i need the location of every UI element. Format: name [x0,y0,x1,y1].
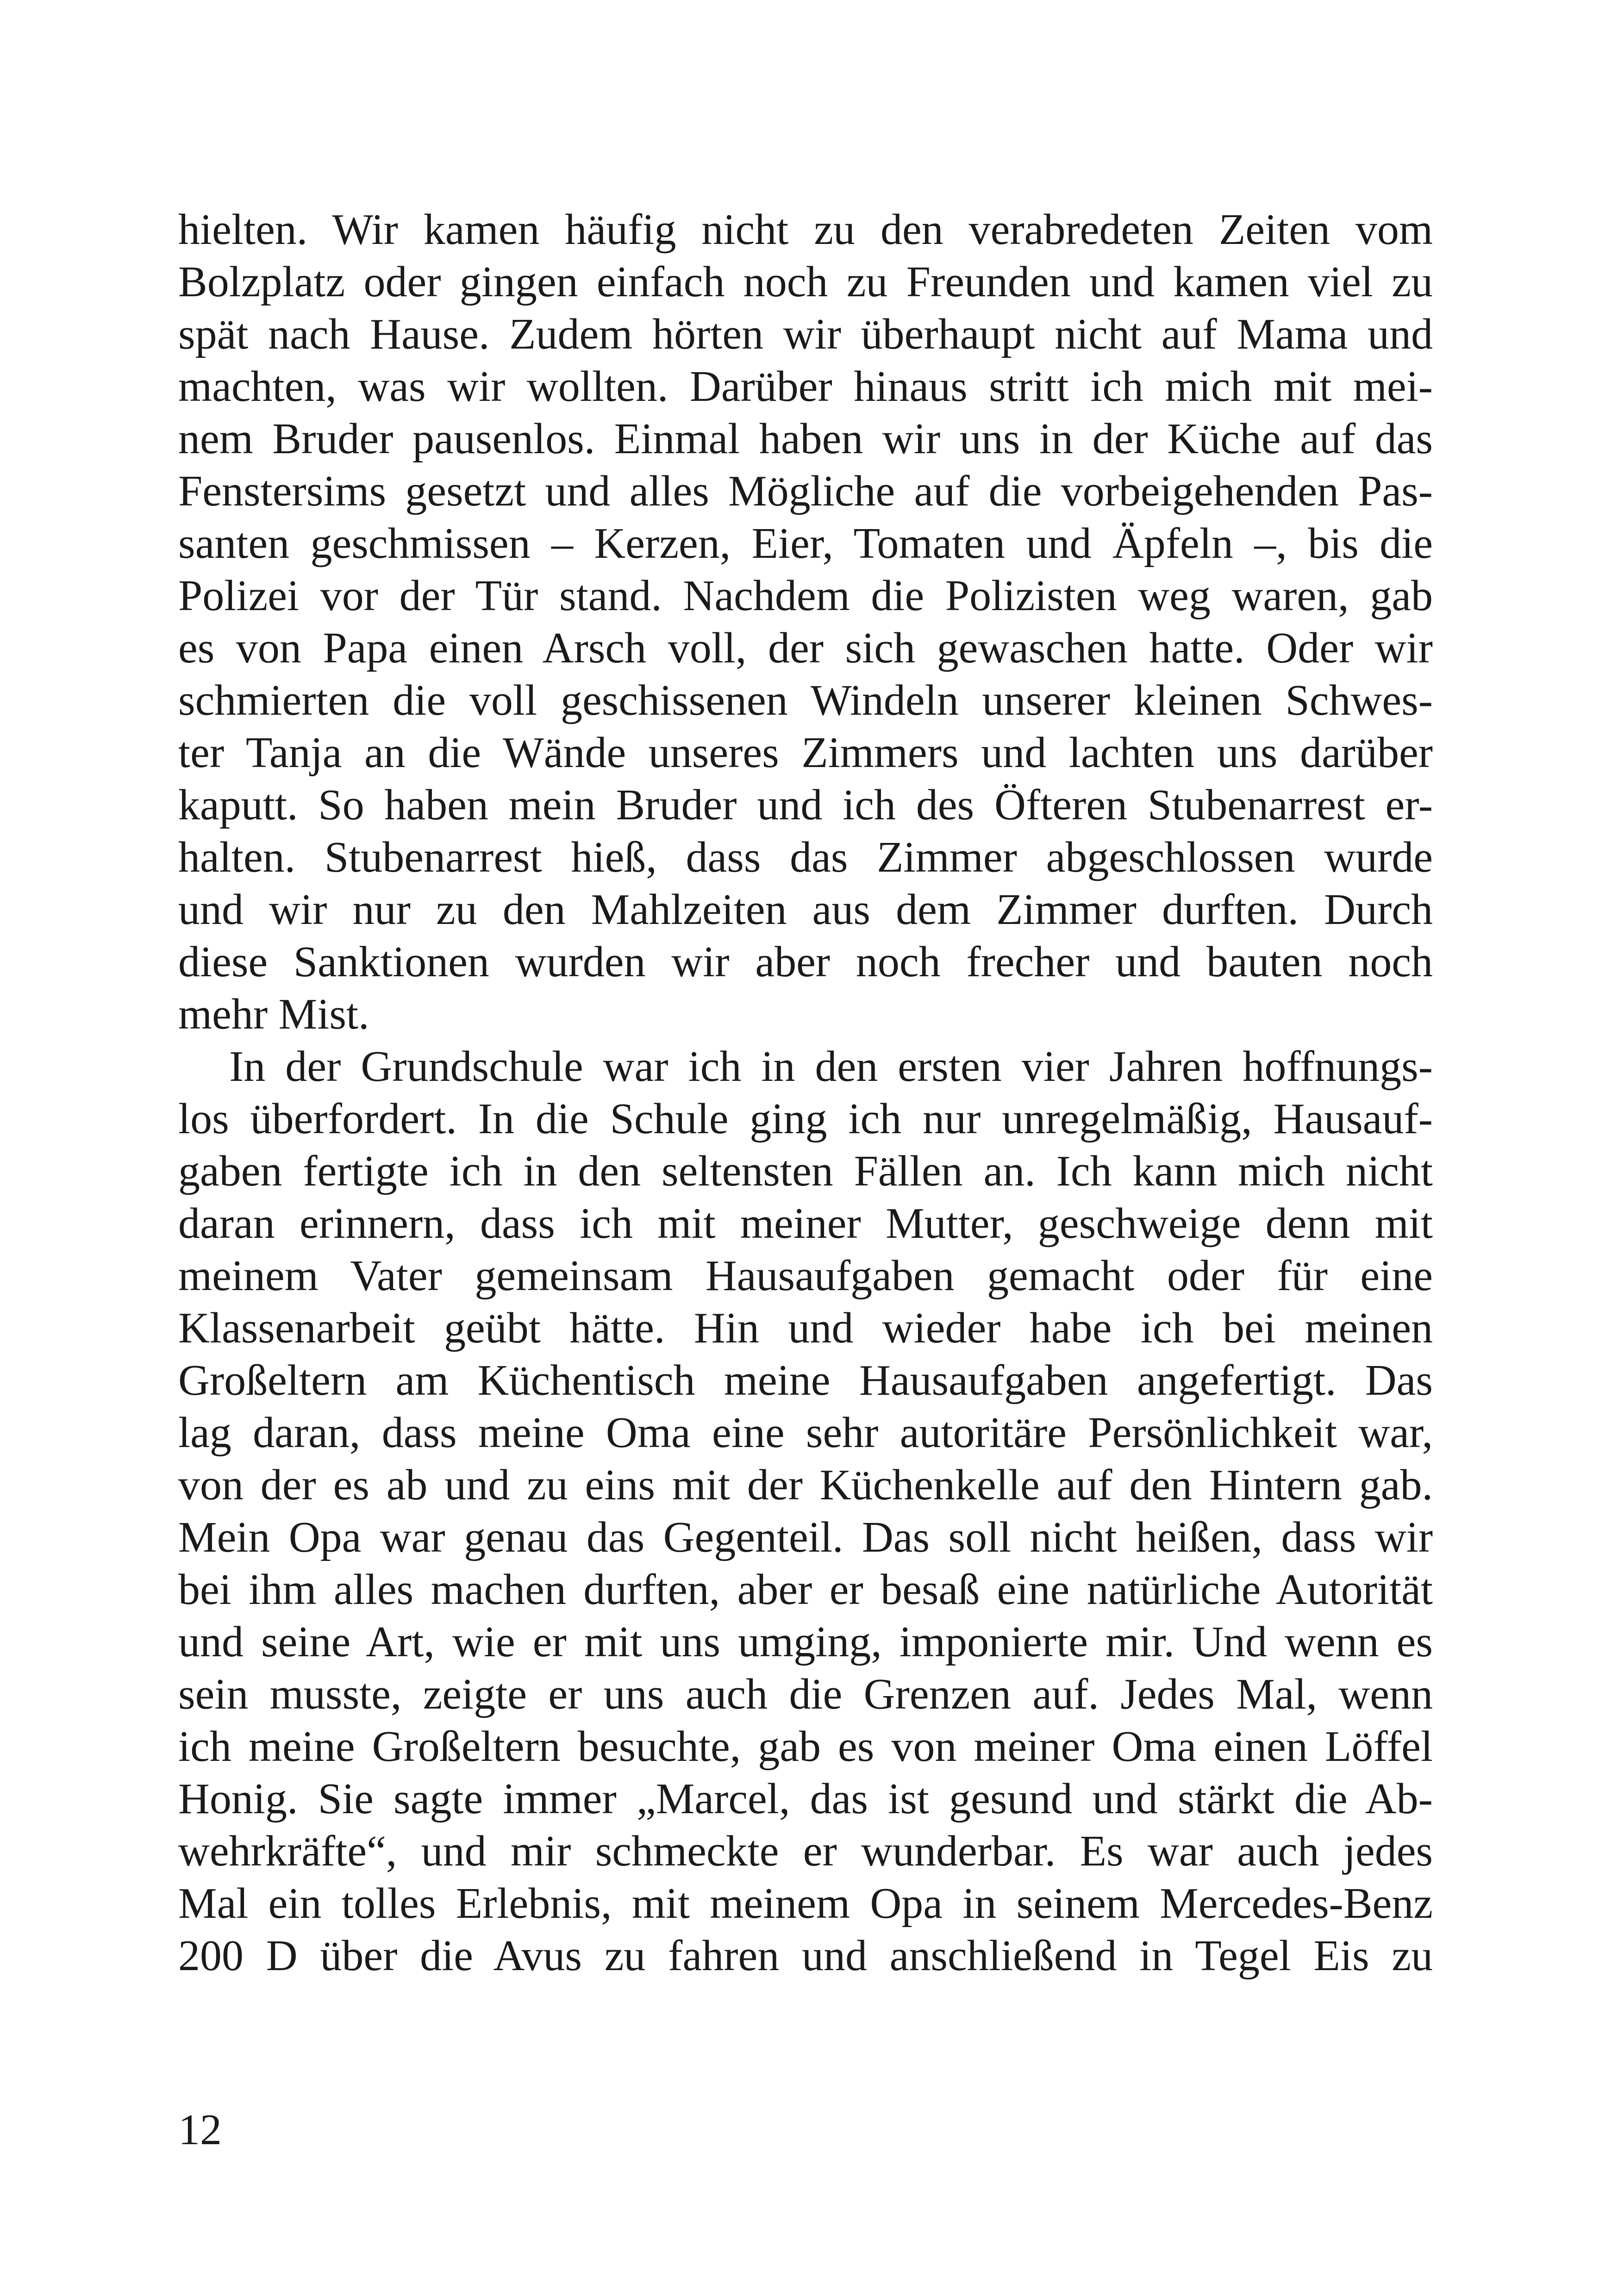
text-line: daran erinnern, dass ich mit meiner Mutter, geschweige denn mit [178,1199,1433,1248]
page-number: 12 [178,2106,222,2154]
text-line: Klassenarbeit geübt hätte. Hin und wieder habe ich bei meinen [178,1304,1433,1352]
text-line: Mal ein tolles Erlebnis, mit meinem Opa in seinem Mercedes-Benz [178,1879,1433,1928]
text-line: von der es ab und zu eins mit der Küchenkelle auf den Hintern gab. [178,1461,1433,1509]
text-line: 200 D über die Avus zu fahren und anschließend in Tegel Eis zu [178,1932,1433,1980]
text-line: santen geschmissen – Kerzen, Eier, Tomaten und Äpfeln –, bis die [178,519,1433,568]
text-line: hielten. Wir kamen häufig nicht zu den verabredeten Zeiten vom [178,206,1433,254]
text-line: es von Papa einen Arsch voll, der sich gewaschen hatte. Oder wir [178,624,1433,672]
text-line: mehr Mist. [178,990,369,1038]
text-line: meinem Vater gemeinsam Hausaufgaben gemacht oder für eine [178,1252,1433,1300]
text-line: Bolzplatz oder gingen einfach noch zu Freunden und kamen viel zu [178,258,1433,306]
paragraph [178,204,1433,1041]
text-line: gaben fertigte ich in den seltensten Fällen an. Ich kann mich nicht [178,1147,1433,1195]
text-line: los überfordert. In die Schule ging ich nur unregelmäßig, Hausauf- [178,1095,1433,1143]
text-line: und seine Art, wie er mit uns umging, imponierte mir. Und wenn es [178,1618,1433,1666]
text-line: Großeltern am Küchentisch meine Hausaufgaben angefertigt. Das [178,1356,1433,1404]
text-line: ich meine Großeltern besuchte, gab es von meiner Oma einen Löffel [178,1722,1433,1771]
text-line: Mein Opa war genau das Gegenteil. Das soll nicht heißen, dass wir [178,1513,1433,1561]
text-line: Polizei vor der Tür stand. Nachdem die Polizisten weg waren, gab [178,572,1433,620]
text-line: Fenstersims gesetzt und alles Mögliche auf die vorbeigehenden Pas- [178,467,1433,515]
text-line: nem Bruder pausenlos. Einmal haben wir uns in der Küche auf das [178,415,1433,463]
text-line: machten, was wir wollten. Darüber hinaus stritt ich mich mit mei- [178,362,1433,411]
body-text [178,204,1433,1982]
text-line: Honig. Sie sagte immer „Marcel, das ist gesund und stärkt die Ab- [178,1775,1433,1823]
text-line: ter Tanja an die Wände unseres Zimmers und lachten uns darüber [178,729,1433,777]
text-line: spät nach Hause. Zudem hörten wir überhaupt nicht auf Mama und [178,310,1433,358]
text-line: In der Grundschule war ich in den ersten vier Jahren hoffnungs- [229,1042,1433,1091]
text-line: und wir nur zu den Mahlzeiten aus dem Zimmer durften. Durch [178,886,1433,934]
text-line: bei ihm alles machen durften, aber er besaß eine natürliche Autorität [178,1566,1433,1614]
text-line: halten. Stubenarrest hieß, dass das Zimmer abgeschlossen wurde [178,833,1433,881]
text-line: schmierten die voll geschissenen Windeln unserer kleinen Schwes- [178,676,1433,724]
text-line: wehrkräfte“, und mir schmeckte er wunderbar. Es war auch jedes [178,1827,1433,1875]
text-line: lag daran, dass meine Oma eine sehr autoritäre Persönlichkeit war, [178,1409,1433,1457]
text-line: sein musste, zeigte er uns auch die Grenzen auf. Jedes Mal, wenn [178,1670,1433,1718]
paragraph [178,1041,1433,1982]
text-line: kaputt. So haben mein Bruder und ich des Öfteren Stubenarrest er- [178,781,1433,829]
text-line: diese Sanktionen wurden wir aber noch frecher und bauten noch [178,938,1433,986]
